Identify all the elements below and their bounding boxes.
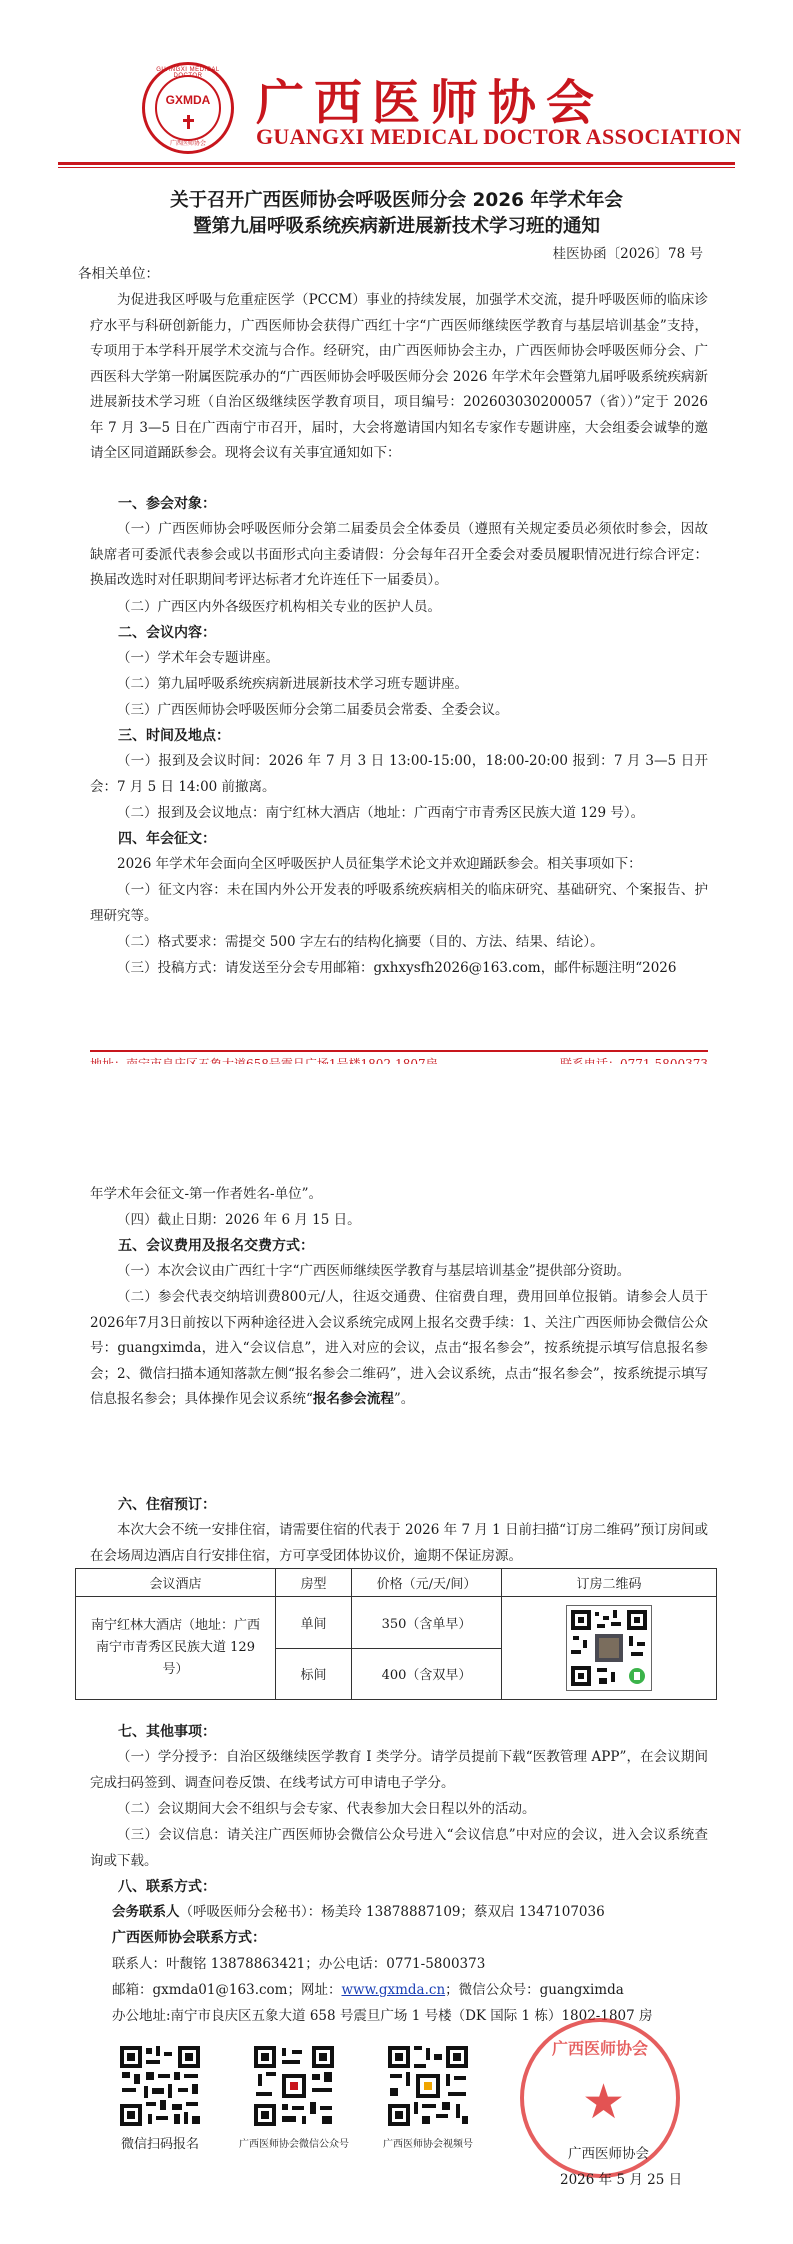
section4-heading: 四、年会征文： bbox=[118, 831, 216, 847]
section5-p1: （一）本次会议由广西红十字“广西医师继续医学教育与基层培训基金”提供部分资助。 bbox=[117, 1263, 631, 1279]
assoc-email-web bbox=[112, 1978, 712, 2004]
header-divider bbox=[58, 162, 735, 165]
meeting-contact-label: 会务联系人 bbox=[112, 1904, 180, 1920]
office-address: 办公地址:南宁市良庆区五象大道 658 号震旦广场 1 号楼（DK 国际 1 栋）1802-1807 房 bbox=[112, 2008, 653, 2024]
section2-heading: 二、会议内容： bbox=[118, 625, 216, 641]
section6-p1: 本次大会不统一安排住宿，请需要住宿的代表于 2026 年 7 月 1 日前扫描“订房二维码”预订房间或在会场周边酒店自行安排住宿，方可享受团体协议价，逾期不保证房源。 bbox=[90, 1522, 708, 1564]
logo-inner-ring bbox=[155, 75, 221, 141]
section2-p3: （三）广西医师协会呼吸医师分会第二届委员会常委、全委会议。 bbox=[117, 702, 509, 718]
section4-intro: 2026 年学术年会面向全区呼吸医护人员征集学术论文并欢迎踊跃参会。相关事项如下： bbox=[117, 856, 642, 872]
section8-heading: 八、联系方式： bbox=[118, 1879, 216, 1895]
section2-p2: （二）第九届呼吸系统疾病新进展新技术学习班专题讲座。 bbox=[117, 676, 468, 692]
booking-qr-code[interactable] bbox=[566, 1605, 652, 1691]
wechat-official-qr-icon bbox=[252, 2044, 336, 2128]
price-double: 400（含双早） bbox=[352, 1648, 502, 1700]
wechat-official-qr-caption: 广西医师协会微信公众号 bbox=[239, 2139, 349, 2150]
price-col-header: 价格（元/天/间） bbox=[352, 1569, 502, 1597]
video-channel-qr-caption: 广西医师协会视频号 bbox=[383, 2139, 473, 2150]
salutation: 各相关单位： bbox=[78, 266, 159, 282]
wechat-official-qr-code[interactable] bbox=[252, 2044, 336, 2128]
signup-qr-code[interactable] bbox=[118, 2044, 202, 2128]
wechat-text: ；微信公众号：guangximda bbox=[445, 1982, 624, 1998]
signup-flow-label: 报名参会流程 bbox=[312, 1391, 394, 1407]
logo-abbr: GXMDA bbox=[165, 93, 211, 107]
video-channel-qr-code[interactable] bbox=[386, 2044, 470, 2128]
website-link[interactable]: www.gxmda.cn bbox=[341, 1982, 446, 1998]
section4-p2: （二）格式要求：需提交 500 字左右的结构化摘要（目的、方法、结果、结论）。 bbox=[117, 934, 604, 950]
doc-title-line1: 关于召开广西医师协会呼吸医师分会 2026 年学术年会 bbox=[170, 190, 623, 211]
hotel-name-cell: 南宁红林大酒店（地址：广西南宁市青秀区民族大道 129 号） bbox=[76, 1597, 276, 1700]
page-gap bbox=[0, 1064, 793, 1120]
section5-p2-text: （二）参会代表交纳培训费800元/人，往返交通费、住宿费自理，费用回单位报销。请参会人员于2026年7月3日前按以下两种途径进入会议系统完成网上报名交费手续：1、关注广西医师协会微信公众号：guangximda，进入“会议信息”，进入对应的会议，点击“报名参会”，按系统提示填写信息报名参会；2、微信扫描本通知落款左侧“报名参会二维码”，进入会议系统，点击“报名参会”，按系统提示填写信息报名参会；具体操作见会议系统“ bbox=[90, 1289, 708, 1407]
logo-ring-text: GUANGXI MEDICAL DOCTOR bbox=[156, 67, 220, 79]
room-type-single: 单间 bbox=[276, 1597, 352, 1649]
section1-p1: （一）广西医师协会呼吸医师分会第二届委员会全体委员（遵照有关规定委员必须依时参会，因故缺席者可委派代表参会或以书面形式向主委请假：分会每年召开全委会对委员履职情况进行综合评定：换届改选时对任职期间考评达标者才允许连任下一届委员）。 bbox=[90, 521, 708, 588]
section3-p2: （二）报到及会议地点：南宁红林大酒店（地址：广西南宁市青秀区民族大道 129 号）。 bbox=[117, 805, 645, 821]
qr-col-header: 订房二维码 bbox=[502, 1569, 717, 1597]
section1-p2: （二）广西区内外各级医疗机构相关专业的医护人员。 bbox=[117, 599, 441, 615]
section5-heading: 五、会议费用及报名交费方式： bbox=[118, 1238, 314, 1254]
room-type-double: 标间 bbox=[276, 1648, 352, 1700]
doc-number: 桂医协函〔2026〕78 号 bbox=[552, 246, 703, 262]
room-type-col-header: 房型 bbox=[276, 1569, 352, 1597]
page-1 bbox=[0, 0, 793, 1064]
video-channel-qr-icon bbox=[386, 2044, 470, 2128]
seal-star-icon: ★ bbox=[582, 2074, 626, 2130]
assoc-contact-person: 联系人：叶馥铭 13878863421；办公电话：0771-5800373 bbox=[112, 1956, 486, 1972]
assoc-contact-heading: 广西医师协会联系方式： bbox=[112, 1930, 266, 1946]
section7-p2: （二）会议期间大会不组织与会专家、代表参加大会日程以外的活动。 bbox=[117, 1801, 536, 1817]
section6-heading: 六、住宿预订： bbox=[118, 1497, 216, 1513]
doc-title-line2: 暨第九届呼吸系统疾病新进展新技术学习班的通知 bbox=[192, 216, 600, 237]
org-name-en: GUANGXI MEDICAL DOCTOR ASSOCIATION bbox=[256, 124, 742, 149]
association-logo bbox=[142, 62, 234, 154]
meeting-contact-detail: （呼吸医师分会秘书）：杨美玲 13878887109；蔡双启 1347107036 bbox=[179, 1904, 605, 1920]
intro-paragraph: 为促进我区呼吸与危重症医学（PCCM）事业的持续发展，加强学术交流，提升呼吸医师的临床诊疗水平与科研创新能力，广西医师协会获得广西红十字“广西医师继续医学教育与基层培训基金”支持，专项用于本学科开展学术交流与合作。经研究，由广西医师协会主办，广西医师协会呼吸医师分会、广西医科大学第一附属医院承办的“广西医师协会呼吸医师分会 2026 年学术年会暨第九届呼吸系统疾病新进展新技术学习班（自治区级继续医学教育项目，项目编号：202603030200057（省））”定于 2026 年 7 月 3—5 日在广西南宁市召开，届时，大会将邀请国内知名专家作专题讲座，大会组委会诚挚的邀请全区同道踊跃参会。现将会议有关事宜通知如下： bbox=[90, 292, 708, 461]
header-divider-thin bbox=[58, 167, 735, 168]
section3-heading: 三、时间及地点： bbox=[118, 728, 230, 744]
medical-cross-icon bbox=[183, 115, 193, 129]
section2-p1: （一）学术年会专题讲座。 bbox=[117, 650, 279, 666]
signup-qr-icon bbox=[118, 2044, 202, 2128]
booking-qr-cell[interactable] bbox=[502, 1597, 717, 1700]
section5-p2-end: ”。 bbox=[393, 1391, 415, 1407]
signature-org: 广西医师协会 bbox=[568, 2146, 649, 2162]
section4-p3-cont: 年学术年会征文-第一作者姓名-单位”。 bbox=[90, 1186, 323, 1202]
section4-p3: （三）投稿方式：请发送至分会专用邮箱：gxhxysfh2026@163.com，邮件标题注明“2026 bbox=[117, 960, 677, 976]
hotel-table bbox=[75, 1568, 717, 1700]
section7-p1: （一）学分授予：自治区级继续医学教育 I 类学分。请学员提前下载“医教管理 APP”，在会议期间完成扫码签到、调查问卷反馈、在线考试方可申请电子学分。 bbox=[90, 1749, 708, 1791]
email-text: 邮箱：gxmda01@163.com；网址： bbox=[112, 1982, 342, 1998]
section5-p2 bbox=[90, 1285, 708, 1413]
price-single: 350（含单早） bbox=[352, 1597, 502, 1649]
signup-qr-caption: 微信扫码报名 bbox=[120, 2137, 199, 2152]
booking-qr-icon bbox=[567, 1606, 651, 1690]
hotel-col-header: 会议酒店 bbox=[76, 1569, 276, 1597]
signature-date: 2026 年 5 月 25 日 bbox=[560, 2172, 683, 2188]
section3-p1: （一）报到及会议时间：2026 年 7 月 3 日 13:00-15:00，18:00-20:00 报到：7 月 3—5 日开会：7 月 5 日 14:00 前撤离。 bbox=[90, 753, 708, 795]
logo-bottom-text: 广西医师协会 bbox=[169, 140, 206, 147]
footer-divider bbox=[90, 1050, 708, 1052]
section7-p3: （三）会议信息：请关注广西医师协会微信公众号进入“会议信息”中对应的会议，进入会议系统查询或下载。 bbox=[90, 1827, 708, 1869]
meeting-contact bbox=[112, 1900, 712, 1926]
seal-text: 广西医师协会 bbox=[551, 2039, 648, 2058]
section7-heading: 七、其他事项： bbox=[118, 1724, 216, 1740]
section4-p4: （四）截止日期：2026 年 6 月 15 日。 bbox=[117, 1212, 361, 1228]
section1-heading: 一、参会对象： bbox=[118, 496, 216, 512]
section4-p1: （一）征文内容：未在国内外公开发表的呼吸系统疾病相关的临床研究、基础研究、个案报告、护理研究等。 bbox=[90, 882, 708, 924]
org-name: 广西医师协会 bbox=[256, 75, 605, 131]
